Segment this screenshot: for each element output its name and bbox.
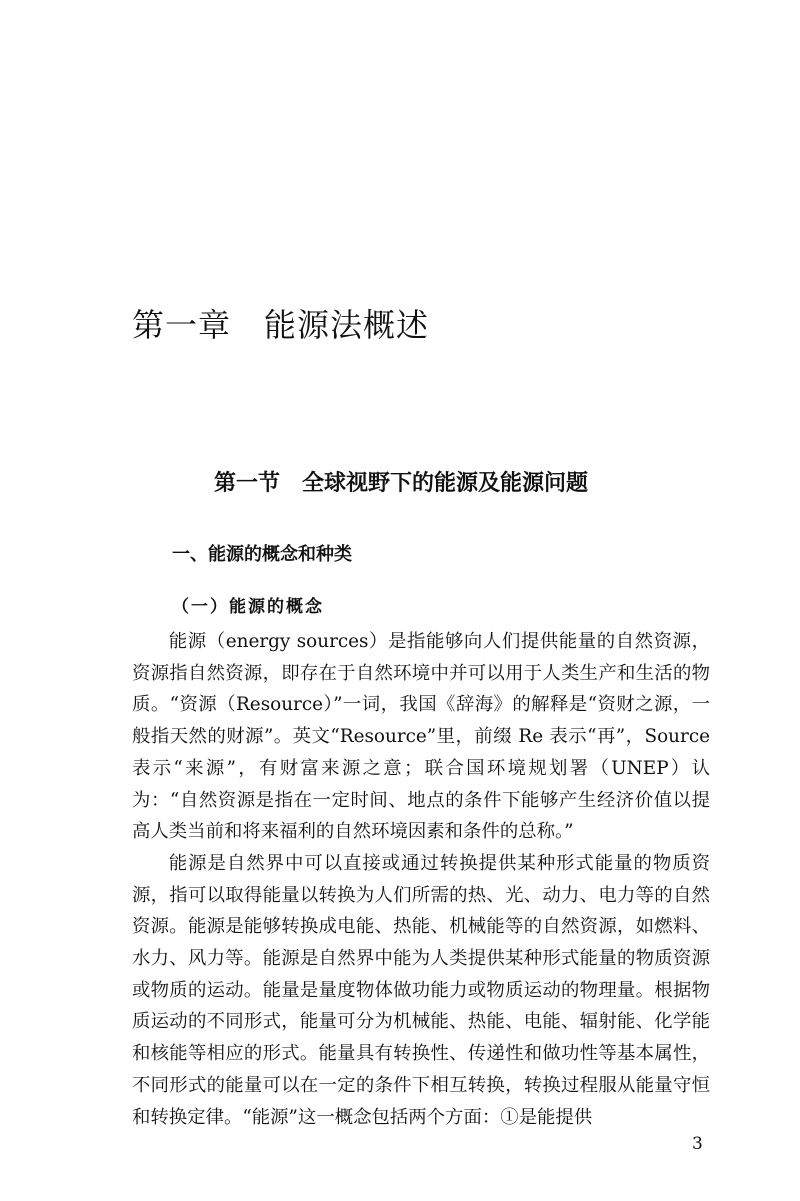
chapter-title: 第一章 能源法概述 xyxy=(132,306,430,344)
page-number: 3 xyxy=(692,1134,703,1154)
section-title: 第一节 全球视野下的能源及能源问题 xyxy=(214,470,589,496)
paragraph: 能源（energy sources）是指能够向人们提供能量的自然资源，资源指自然资源，即存在于自然环境中并可以用于人类生产和生活的物质。“资源（Resource）”一词，我国《辞海》的解释是“资财之源，一般指天然的财源”。英文“Resource”里，前缀 Re 表示“再”，Source 表示“来源”，有财富来源之意；联合国环境规划署（UNEP）认为：“自然资源是指在一定时间、地点的条件下能够产生经济价值以提高人类当前和将来福利的自然环境因素和条件的总称。” xyxy=(132,631,710,843)
subsubsection-heading: （一）能源的概念 xyxy=(172,597,324,617)
paragraph: 能源是自然界中可以直接或通过转换提供某种形式能量的物质资源，指可以取得能量以转换为人们所需的热、光、动力、电力等的自然资源。能源是能够转换成电能、热能、机械能等的自然资源，如燃料、水力、风力等。能源是自然界中能为人类提供某种形式能量的物质资源或物质的运动。能量是量度物体做功能力或物质运动的物理量。根据物质运动的不同形式，能量可分为机械能、热能、电能、辐射能、化学能和核能等相应的形式。能量具有转换性、传递性和做功性等基本属性，不同形式的能量可以在一定的条件下相互转换，转换过程服从能量守恒和转换定律。“能源”这一概念包括两个方面：①是能提供 xyxy=(132,852,710,1128)
subsection-heading: 一、能源的概念和种类 xyxy=(172,544,352,565)
body-text xyxy=(132,626,710,1133)
